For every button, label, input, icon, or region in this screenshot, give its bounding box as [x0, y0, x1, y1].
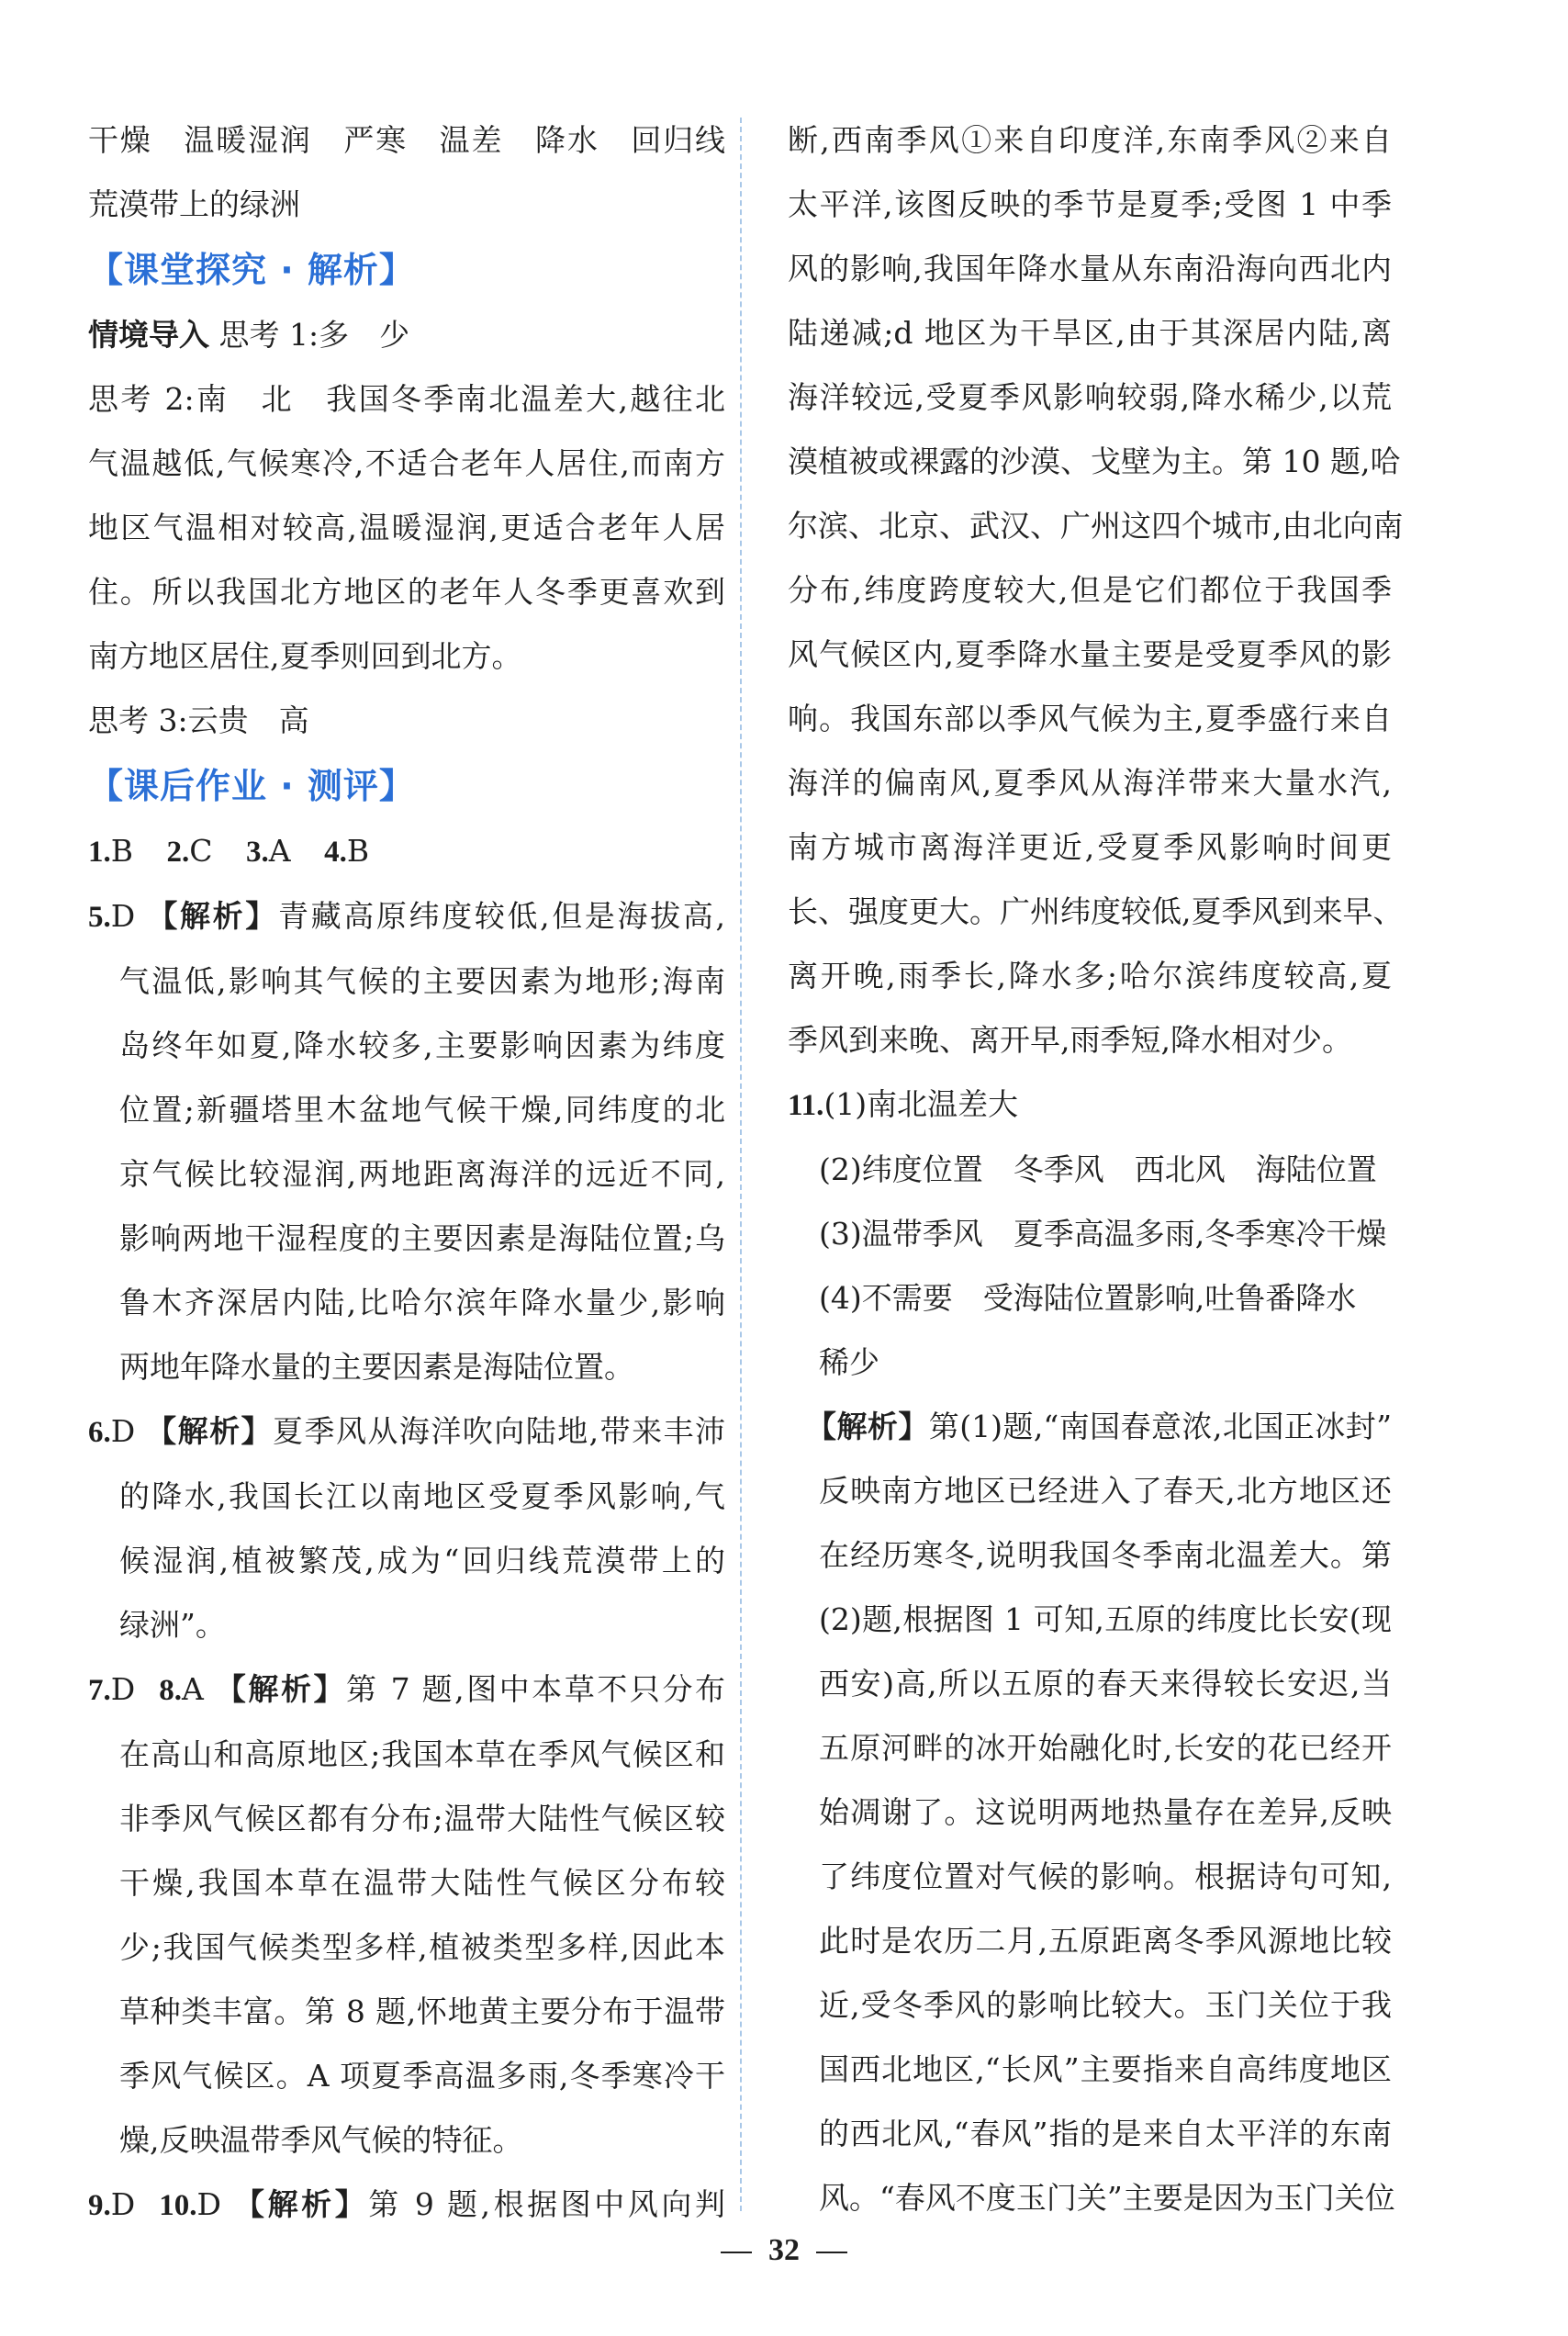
intro-line-2: 荒漠带上的绿洲 — [88, 186, 300, 222]
answers-1-4: 1.B 2.C 3.A 4.B — [88, 833, 370, 869]
q7-8-line: 草种类丰富。第 8 题,怀地黄主要分布于温带 — [119, 1993, 725, 2029]
q9-10-line: 陆递减;d 地区为干旱区,由于其深居内陆,离 — [788, 315, 1392, 351]
q11-jiexi-first: 【解析】第(1)题,“南国春意浓,北国正冰封” — [806, 1409, 1392, 1444]
q9-10-line: 风的影响,我国年降水量从东南沿海向西北内 — [788, 251, 1392, 286]
q11-part: (4)不需要 受海陆位置影响,吐鲁番降水 — [819, 1280, 1357, 1316]
q5-line: 两地年降水量的主要因素是海陆位置。 — [119, 1349, 634, 1385]
q11-jiexi-line: 国西北地区,“长风”主要指来自高纬度地区 — [819, 2051, 1392, 2087]
q9-10-line: 风气候区内,夏季降水量主要是受夏季风的影 — [788, 636, 1392, 672]
q11-jiexi-line: 反映南方地区已经进入了春天,北方地区还 — [819, 1473, 1392, 1509]
column-divider — [740, 118, 742, 2211]
q11-part: 稀少 — [819, 1344, 879, 1380]
q5-line: 气温低,影响其气候的主要因素为地形;海南 — [119, 963, 725, 999]
intro-line-1: 干燥 温暖湿润 严寒 温差 降水 回归线 — [88, 122, 725, 158]
q11-part: (3)温带季风 夏季高温多雨,冬季寒冷干燥 — [819, 1216, 1387, 1252]
q7-8-line: 少;我国气候类型多样,植被类型多样,因此本 — [119, 1929, 725, 1965]
q7-8-line: 非季风气候区都有分布;温带大陆性气候区较 — [119, 1801, 725, 1836]
think-2-line: 南方地区居住,夏季则回到北方。 — [88, 638, 522, 674]
think-2-line: 地区气温相对较高,温暖湿润,更适合老年人居 — [88, 510, 725, 545]
q6-line: 绿洲”。 — [119, 1607, 226, 1643]
think-2-line: 气温越低,气候寒冷,不适合老年人居住,而南方 — [88, 445, 725, 481]
q5-line: 鲁木齐深居内陆,比哈尔滨年降水量少,影响 — [119, 1285, 725, 1320]
q6-first-line: 6.D 【解析】夏季风从海洋吹向陆地,带来丰沛 — [88, 1413, 725, 1449]
page-number: 32 — [768, 2233, 800, 2267]
q9-10-line: 海洋较远,受夏季风影响较弱,降水稀少,以荒 — [788, 379, 1392, 415]
q7-8-line: 燥,反映温带季风气候的特征。 — [119, 2122, 523, 2158]
section-title-classroom: 【课堂探究 · 解析】 — [88, 250, 415, 290]
q5-first-line: 5.D 【解析】青藏高原纬度较低,但是海拔高, — [88, 898, 725, 934]
q11-jiexi-line: 风。“春风不度玉门关”主要是因为玉门关位 — [819, 2180, 1395, 2216]
q5-line: 影响两地干湿程度的主要因素是海陆位置;乌 — [119, 1220, 725, 1256]
footer-dash-right — [816, 2252, 847, 2253]
q7-8-line: 在高山和高原地区;我国本草在季风气候区和 — [119, 1736, 725, 1772]
left-column — [88, 108, 725, 2238]
think-1-text: 思考 1:多 少 — [218, 317, 410, 353]
footer-dash-left — [721, 2252, 752, 2253]
think-3: 思考 3:云贵 高 — [88, 702, 309, 738]
q9-10-line: 太平洋,该图反映的季节是夏季;受图 1 中季 — [788, 186, 1392, 222]
q11-jiexi-line: 在经历寒冬,说明我国冬季南北温差大。第 — [819, 1537, 1392, 1573]
q7-8-line: 季风气候区。A 项夏季高温多雨,冬季寒冷干 — [119, 2058, 725, 2094]
q11-jiexi-line: 西安)高,所以五原的春天来得较长安迟,当 — [819, 1666, 1392, 1701]
q9-10-line: 长、强度更大。广州纬度较低,夏季风到来早、 — [788, 893, 1404, 929]
q11-part-1: 11.(1)南北温差大 — [788, 1086, 1019, 1122]
q11-jiexi-line: 始凋谢了。这说明两地热量存在差异,反映 — [819, 1794, 1392, 1830]
q9-10-line: 南方城市离海洋更近,受夏季风影响时间更 — [788, 829, 1392, 865]
qingjing-label: 情境导入 — [88, 317, 209, 353]
q11-jiexi-line: 此时是农历二月,五原距离冬季风源地比较 — [819, 1923, 1392, 1959]
q9-10-line: 离开晚,雨季长,降水多;哈尔滨纬度较高,夏 — [788, 958, 1392, 994]
page-footer — [0, 2233, 1568, 2268]
jiexi-label: 【解析】 — [147, 898, 278, 934]
q7-8-first-line: 7.D 8.A 【解析】第 7 题,图中本草不只分布 — [88, 1671, 726, 1707]
q5-line: 京气候比较湿润,两地距离海洋的远近不同, — [119, 1156, 725, 1192]
q9-10-line: 断,西南季风①来自印度洋,东南季风②来自 — [788, 122, 1392, 158]
think-1 — [88, 303, 725, 367]
q9-10-line: 分布,纬度跨度较大,但是它们都位于我国季 — [788, 572, 1392, 608]
right-column — [788, 108, 1404, 2230]
q11-jiexi-line: 的西北风,“春风”指的是来自太平洋的东南 — [819, 2116, 1392, 2151]
q11-jiexi-line: (2)题,根据图 1 可知,五原的纬度比长安(现 — [819, 1601, 1392, 1637]
q9-10-line: 海洋的偏南风,夏季风从海洋带来大量水汽, — [788, 765, 1392, 801]
q6-line: 的降水,我国长江以南地区受夏季风影响,气 — [119, 1478, 725, 1514]
q9-10-line: 漠植被或裸露的沙漠、戈壁为主。第 10 题,哈 — [788, 444, 1401, 479]
q11-jiexi-line: 近,受冬季风的影响比较大。玉门关位于我 — [819, 1987, 1392, 2023]
q5-line: 位置;新疆塔里木盆地气候干燥,同纬度的北 — [119, 1092, 725, 1128]
q11-jiexi-line: 五原河畔的冰开始融化时,长安的花已经开 — [819, 1730, 1392, 1766]
q11-jiexi-line: 了纬度位置对气候的影响。根据诗句可知, — [819, 1859, 1392, 1894]
q6-line: 候湿润,植被繁茂,成为“回归线荒漠带上的 — [119, 1543, 725, 1578]
q9-10-line: 响。我国东部以季风气候为主,夏季盛行来自 — [788, 701, 1392, 736]
section-title-homework: 【课后作业 · 测评】 — [88, 766, 415, 806]
q9-10-line: 季风到来晚、离开早,雨季短,降水相对少。 — [788, 1022, 1352, 1058]
think-2-line: 思考 2:南 北 我国冬季南北温差大,越往北 — [88, 381, 725, 417]
q11-part: (2)纬度位置 冬季风 西北风 海陆位置 — [819, 1151, 1377, 1187]
q7-8-line: 干燥,我国本草在温带大陆性气候区分布较 — [119, 1865, 725, 1901]
q9-10-line: 尔滨、北京、武汉、广州这四个城市,由北向南 — [788, 508, 1404, 544]
q9-10-first-line: 9.D 10.D 【解析】第 9 题,根据图中风向判 — [88, 2186, 725, 2222]
q5-line: 岛终年如夏,降水较多,主要影响因素为纬度 — [119, 1028, 725, 1063]
think-2-line: 住。所以我国北方地区的老年人冬季更喜欢到 — [88, 574, 725, 610]
